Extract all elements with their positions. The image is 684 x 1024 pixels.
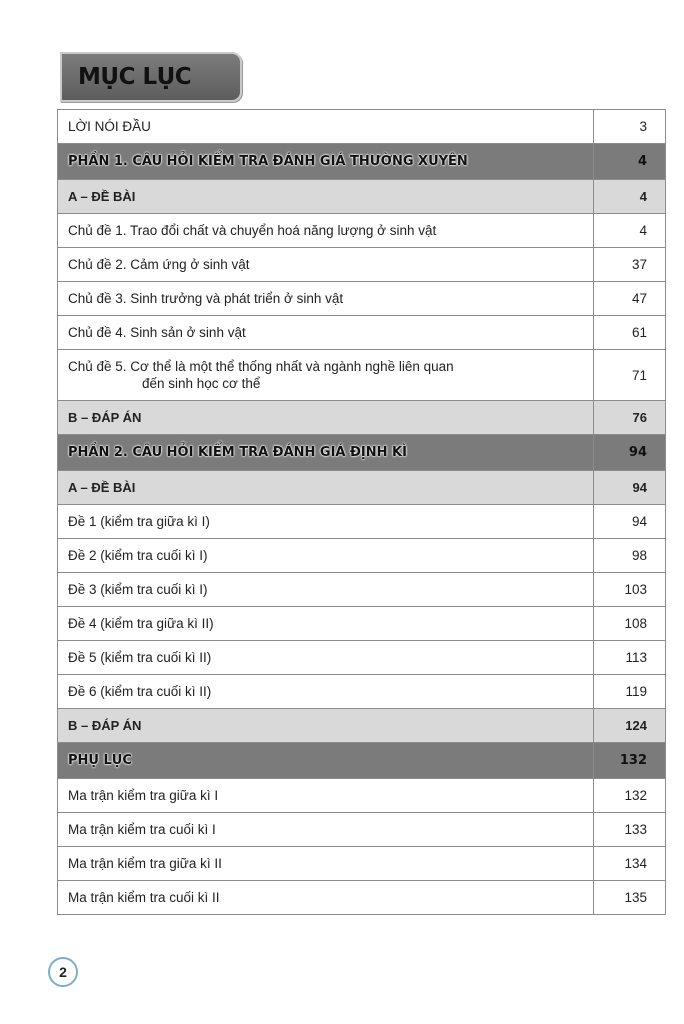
toc-entry-label: Ma trận kiểm tra giữa kì I (58, 779, 594, 813)
toc-entry-page: 124 (594, 709, 666, 743)
toc-entry-page: 134 (594, 847, 666, 881)
toc-row-part-2[interactable] (58, 435, 666, 471)
toc-row-preface[interactable] (58, 110, 666, 144)
toc-entry-page: 98 (594, 539, 666, 573)
toc-entry-page: 4 (594, 214, 666, 248)
toc-entry-line: đến sinh học cơ thể (142, 376, 261, 391)
page-number-badge: 2 (48, 957, 78, 987)
toc-section-label: A – ĐỀ BÀI (58, 471, 594, 505)
toc-entry-page: 3 (594, 110, 666, 144)
toc-section-label: B – ĐÁP ÁN (58, 709, 594, 743)
toc-row-matrix[interactable] (58, 813, 666, 847)
toc-entry-label: Ma trận kiểm tra cuối kì II (58, 881, 594, 915)
toc-row-test[interactable] (58, 539, 666, 573)
toc-entry-page: 113 (594, 641, 666, 675)
toc-entry-page: 119 (594, 675, 666, 709)
toc-entry-page: 132 (594, 743, 666, 779)
toc-row-topic[interactable] (58, 350, 666, 401)
toc-section-label: A – ĐỀ BÀI (58, 180, 594, 214)
toc-row-topic[interactable] (58, 248, 666, 282)
toc-row-part-1[interactable] (58, 144, 666, 180)
toc-entry-page: 94 (594, 471, 666, 505)
toc-row-topic[interactable] (58, 316, 666, 350)
toc-part-label: PHẦN 1. CÂU HỎI KIỂM TRA ĐÁNH GIÁ THƯỜNG XUYÊN (58, 144, 594, 180)
toc-entry-page: 94 (594, 505, 666, 539)
toc-part-label: PHỤ LỤC (58, 743, 594, 779)
toc-entry-page: 103 (594, 573, 666, 607)
toc-entry-page: 108 (594, 607, 666, 641)
toc-entry-label: Chủ đề 2. Cảm ứng ở sinh vật (58, 248, 594, 282)
toc-entry-label: Đề 6 (kiểm tra cuối kì II) (58, 675, 594, 709)
toc-entry-page: 132 (594, 779, 666, 813)
toc-entry-label: Chủ đề 4. Sinh sản ở sinh vật (58, 316, 594, 350)
toc-entry-label: Chủ đề 3. Sinh trưởng và phát triển ở sinh vật (58, 282, 594, 316)
toc-entry-page: 4 (594, 180, 666, 214)
toc-row-test[interactable] (58, 607, 666, 641)
toc-entry-page: 133 (594, 813, 666, 847)
toc-row-test[interactable] (58, 573, 666, 607)
toc-entry-page: 135 (594, 881, 666, 915)
page-title: MỤC LỤC (78, 64, 192, 90)
toc-row-part-2-answers[interactable] (58, 709, 666, 743)
toc-row-matrix[interactable] (58, 881, 666, 915)
toc-entry-line: Chủ đề 5. Cơ thể là một thể thống nhất và ngành nghề liên quan (68, 359, 454, 374)
toc-entry-label: Đề 4 (kiểm tra giữa kì II) (58, 607, 594, 641)
toc-row-part-1-answers[interactable] (58, 401, 666, 435)
toc-entry-label: Ma trận kiểm tra giữa kì II (58, 847, 594, 881)
toc-row-part-1-questions[interactable] (58, 180, 666, 214)
toc-entry-page: 94 (594, 435, 666, 471)
toc-row-matrix[interactable] (58, 847, 666, 881)
page-title-tab (60, 52, 242, 102)
toc-entry-label: Chủ đề 1. Trao đổi chất và chuyển hoá năng lượng ở sinh vật (58, 214, 594, 248)
toc-entry-label: Ma trận kiểm tra cuối kì I (58, 813, 594, 847)
toc-row-topic[interactable] (58, 282, 666, 316)
toc-row-matrix[interactable] (58, 779, 666, 813)
toc-entry-page: 37 (594, 248, 666, 282)
toc-entry-label: Đề 3 (kiểm tra cuối kì I) (58, 573, 594, 607)
toc-row-topic[interactable] (58, 214, 666, 248)
table-of-contents (57, 109, 666, 915)
toc-row-test[interactable] (58, 505, 666, 539)
toc-entry-label (58, 350, 594, 401)
toc-section-label: B – ĐÁP ÁN (58, 401, 594, 435)
toc-row-appendix[interactable] (58, 743, 666, 779)
toc-entry-label: Đề 1 (kiểm tra giữa kì I) (58, 505, 594, 539)
toc-row-part-2-questions[interactable] (58, 471, 666, 505)
toc-row-test[interactable] (58, 641, 666, 675)
toc-entry-page: 47 (594, 282, 666, 316)
toc-part-label: PHẦN 2. CÂU HỎI KIỂM TRA ĐÁNH GIÁ ĐỊNH KÌ (58, 435, 594, 471)
toc-entry-page: 4 (594, 144, 666, 180)
toc-row-test[interactable] (58, 675, 666, 709)
toc-entry-label: LỜI NÓI ĐẦU (58, 110, 594, 144)
toc-entry-label: Đề 5 (kiểm tra cuối kì II) (58, 641, 594, 675)
toc-entry-page: 61 (594, 316, 666, 350)
toc-entry-page: 71 (594, 350, 666, 401)
toc-entry-label: Đề 2 (kiểm tra cuối kì I) (58, 539, 594, 573)
toc-entry-page: 76 (594, 401, 666, 435)
